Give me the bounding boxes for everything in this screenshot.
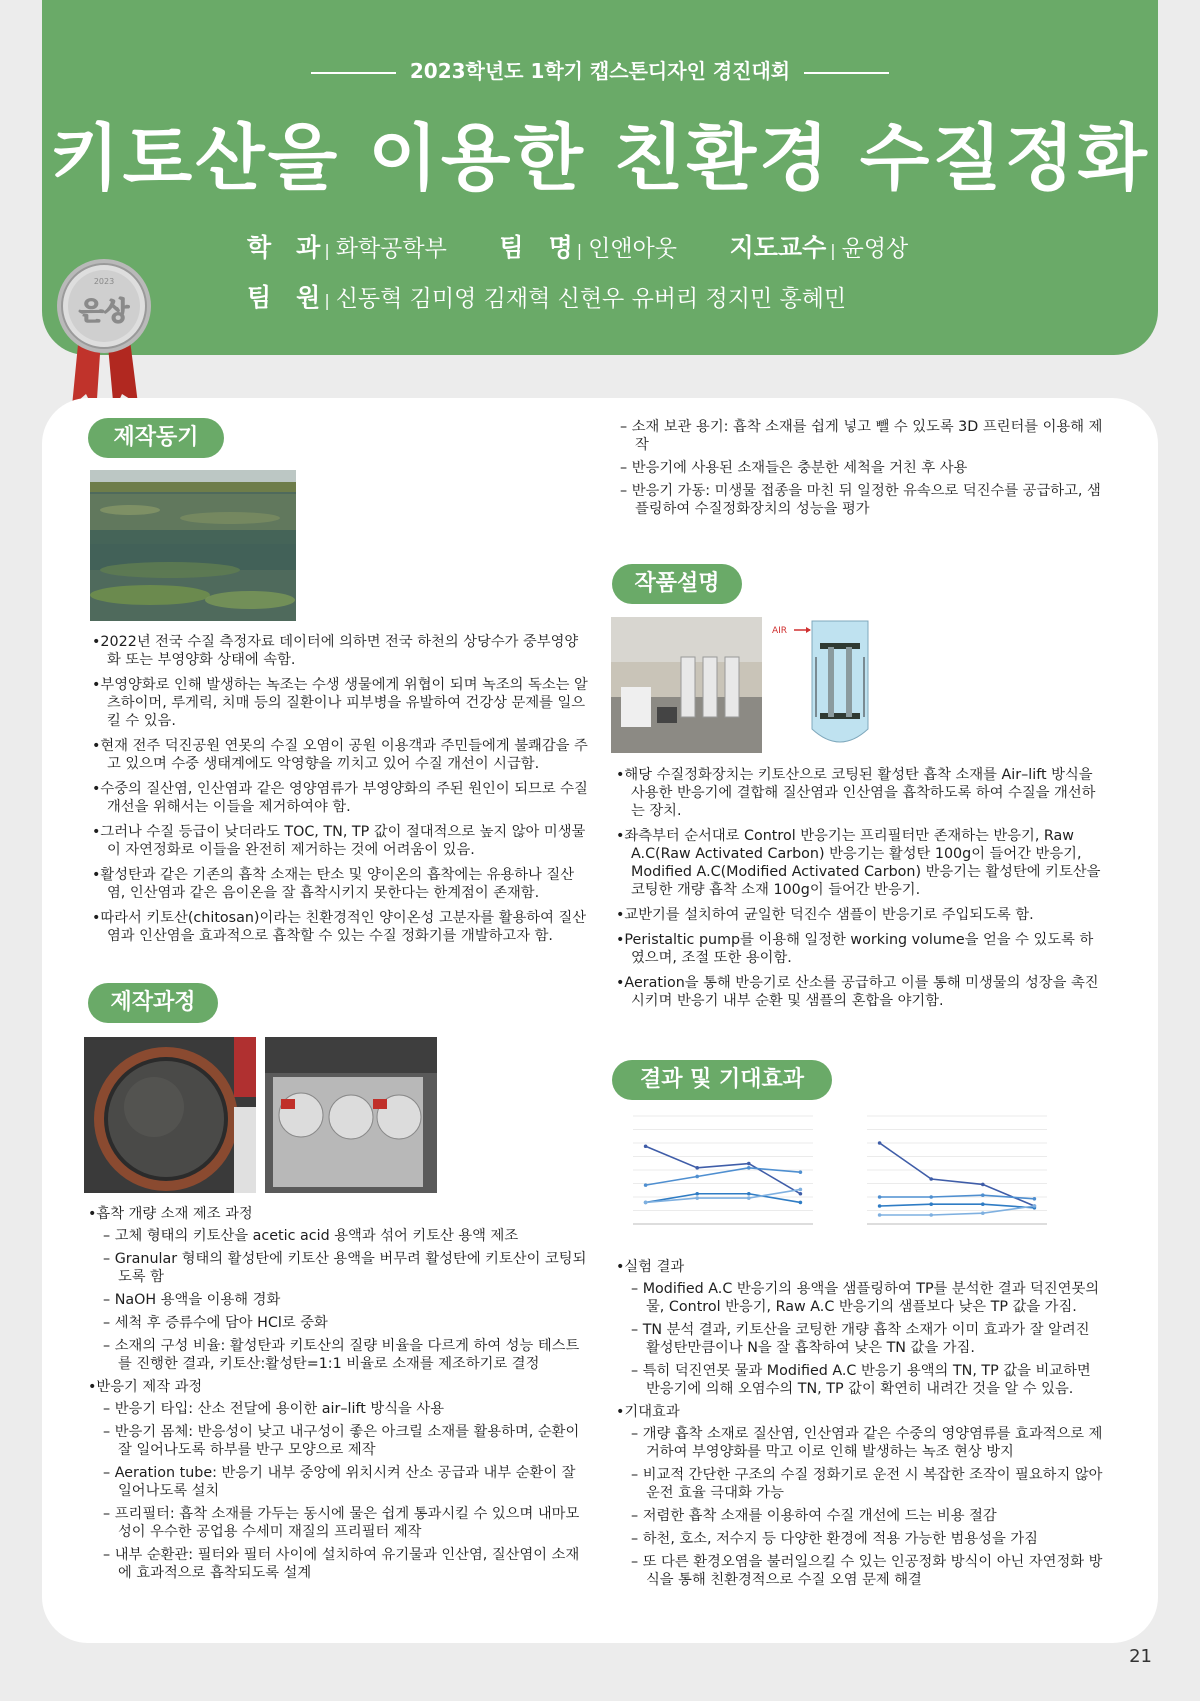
process-item: – 세척 후 증류수에 담아 HCl로 중화	[103, 1315, 328, 1331]
reactor-diagram	[770, 617, 880, 757]
section-description: 작품설명	[612, 564, 742, 604]
team-value: 인앤아웃	[588, 236, 677, 262]
data-point	[644, 1183, 648, 1187]
process-item: – 반응기 몸체: 반응성이 낮고 내구성이 좋은 아크릴 소재를 활용하며, 순환이 잘 일어나도록 하부를 반구 모양으로 제작	[103, 1424, 580, 1458]
motivation-bullet: •수중의 질산염, 인산염과 같은 영양염류가 부영양화의 주된 원인이 되므로 수질 개선을 위해서는 이들을 제거하여야 함.	[92, 781, 588, 815]
process-item: – 반응기 타입: 산소 전달에 용이한 air–lift 방식을 사용	[103, 1401, 445, 1417]
data-point	[747, 1166, 751, 1170]
data-point	[981, 1202, 985, 1206]
section-process: 제작과정	[88, 983, 218, 1023]
award-medal-icon	[56, 244, 152, 424]
motivation-bullet: •그러나 수질 등급이 낮더라도 TOC, TN, TP 값이 절대적으로 높지 않아 미생물이 자연정화로 이들을 완전히 제거하는 것에 어려움이 있음.	[92, 824, 586, 858]
motivation-text	[92, 633, 588, 952]
material-photo	[84, 1037, 256, 1193]
data-point	[799, 1170, 803, 1174]
data-point	[1033, 1204, 1037, 1208]
info-row-2: 팀 원 | 신동혁 김미영 김재혁 신현우 유버리 정지민 홍혜민	[247, 283, 847, 312]
dept-value: 화학공학부	[335, 236, 447, 262]
description-bullet: •교반기를 설치하여 균일한 덕진수 샘플이 반응기로 주입되도록 함.	[616, 907, 1034, 923]
motivation-bullet: •2022년 전국 수질 측정자료 데이터에 의하면 전국 하천의 상당수가 중부영양화 또는 부영양화 상태에 속함.	[92, 634, 579, 668]
results-item: – 특히 덕진연못 물과 Modified A.C 반응기 용액의 TN, TP 값을 비교하면 반응기에 의해 오염수의 TN, TP 값이 확연히 내려간 것을 알 수 있음.	[631, 1363, 1091, 1397]
process-item: – Aeration tube: 반응기 내부 중앙에 위치시켜 산소 공급과 내부 순환이 잘 일어나도록 설치	[103, 1465, 576, 1499]
data-point	[695, 1166, 699, 1170]
tp-line-chart	[611, 1108, 821, 1246]
process-item: – Granular 형태의 활성탄에 키토산 용액을 버무려 활성탄에 키토산이 코팅되도록 함	[103, 1251, 587, 1285]
data-point	[799, 1188, 803, 1192]
data-point	[878, 1141, 882, 1145]
lab-setup-photo	[611, 617, 762, 753]
motivation-bullet: •부영양화로 인해 발생하는 녹조는 수생 생물에게 위협이 되며 녹조의 독소는 알츠하이머, 루게릭, 치매 등의 질환이나 피부병을 유발하여 건강상 문제를 일으킬 수 있음.	[92, 677, 588, 729]
tn-line-chart	[845, 1108, 1055, 1246]
description-text	[616, 766, 1106, 1017]
data-point	[644, 1201, 648, 1205]
results-item: – 개량 흡착 소재로 질산염, 인산염과 같은 수중의 영양염류를 효과적으로 제거하여 부영양화를 막고 이로 인해 발생하는 녹조 현상 방지	[631, 1426, 1103, 1460]
data-point	[747, 1196, 751, 1200]
data-point	[644, 1144, 648, 1148]
data-point	[981, 1211, 985, 1215]
results-heading: •실험 결과	[616, 1259, 685, 1275]
data-point	[878, 1195, 882, 1199]
motivation-bullet: •따라서 키토산(chitosan)이라는 친환경적인 양이온성 고분자를 활용하여 질산염과 인산염을 효과적으로 흡착할 수 있는 수질 정화기를 개발하고자 함.	[92, 910, 587, 944]
description-bullet: •해당 수질정화장치는 키토산으로 코팅된 활성탄 흡착 소재를 Air–lift 방식을 사용한 반응기에 결합해 질산염과 인산염을 흡착하도록 하여 수질을 개선하는 장치.	[616, 767, 1096, 819]
medal-year: 2023	[93, 277, 115, 286]
prof-value: 윤영상	[841, 236, 909, 262]
pond-photo	[90, 470, 296, 621]
air-label: AIR	[772, 626, 788, 636]
info-row-1: 학 과 | 화학공학부 팀 명 | 인앤아웃 지도교수 | 윤영상	[247, 233, 909, 262]
medal-label: 은상	[78, 297, 130, 327]
process-heading: •반응기 제작 과정	[88, 1379, 203, 1395]
data-point	[878, 1213, 882, 1217]
dept-label: 학 과	[247, 233, 321, 262]
page-number: 21	[1129, 1646, 1152, 1667]
process-heading: •흡착 개량 소재 제조 과정	[88, 1206, 253, 1222]
results-text	[616, 1258, 1106, 1594]
motivation-bullet: •활성탄과 같은 기존의 흡착 소재는 탄소 및 양이온의 흡착에는 유용하나 질산염, 인산염과 같은 음이온을 잘 흡착시키지 못한다는 한계점이 존재함.	[92, 867, 575, 901]
data-point	[929, 1195, 933, 1199]
contest-line-left	[311, 72, 396, 74]
prof-label: 지도교수	[729, 233, 827, 262]
contest-line-right	[804, 72, 889, 74]
data-point	[1033, 1197, 1037, 1201]
description-bullet: •Peristaltic pump를 이용해 일정한 working volume을 얻을 수 있도록 하였으며, 조절 또한 용이함.	[616, 932, 1094, 966]
results-item: – 저렴한 흡착 소재를 이용하여 수질 개선에 드는 비용 절감	[631, 1508, 997, 1524]
process-item: – 반응기에 사용된 소재들은 충분한 세척을 거친 후 사용	[620, 460, 968, 476]
data-point	[747, 1162, 751, 1166]
data-point	[929, 1177, 933, 1181]
data-point	[695, 1196, 699, 1200]
header-banner	[42, 0, 1158, 355]
data-point	[695, 1192, 699, 1196]
data-point	[878, 1204, 882, 1208]
chart-background	[845, 1108, 1055, 1246]
motivation-bullet: •현재 전주 덕진공원 연못의 수질 오염이 공원 이용객과 주민들에게 불쾌감을 주고 있으며 수중 생태계에도 악영향을 끼치고 있어 수질 개선이 시급함.	[92, 738, 588, 772]
process-text	[88, 1205, 588, 1587]
data-point	[799, 1201, 803, 1205]
data-point	[981, 1183, 985, 1187]
page-title: 키토산을 이용한 친환경 수질정화	[50, 116, 1150, 200]
contest-text: 2023학년도 1학기 캡스톤디자인 경진대회	[409, 59, 791, 83]
data-point	[695, 1175, 699, 1179]
process-item: – NaOH 용액을 이용해 경화	[103, 1292, 281, 1308]
reactor-build-photo	[265, 1037, 437, 1193]
section-results: 결과 및 기대효과	[612, 1060, 832, 1100]
results-item: – TN 분석 결과, 키토산을 코팅한 개량 흡착 소재가 이미 효과가 잘 알려진 활성탄만큼이나 N을 잘 흡착하여 낮은 TN 값을 가짐.	[631, 1322, 1090, 1356]
process-item: – 고체 형태의 키토산을 acetic acid 용액과 섞어 키토산 용액 제조	[103, 1228, 519, 1244]
process-item: – 소재 보관 용기: 흡착 소재를 쉽게 넣고 뺄 수 있도록 3D 프린터를 이용해 제작	[620, 419, 1103, 453]
section-motivation: 제작동기	[88, 418, 224, 458]
members-label: 팀 원	[247, 283, 321, 312]
members-value: 신동혁 김미영 김재혁 신현우 유버리 정지민 홍혜민	[335, 286, 847, 312]
process-item: – 반응기 가동: 미생물 접종을 마친 뒤 일정한 유속으로 덕진수를 공급하고, 샘플링하여 수질정화장치의 성능을 평가	[620, 483, 1101, 517]
data-point	[929, 1213, 933, 1217]
chart-background	[611, 1108, 821, 1246]
data-point	[981, 1193, 985, 1197]
process-item: – 프리필터: 흡착 소재를 가두는 동시에 물은 쉽게 통과시킬 수 있으며 내마모성이 우수한 공업용 수세미 재질의 프리필터 제작	[103, 1506, 580, 1540]
results-item: – 비교적 간단한 구조의 수질 정화기로 운전 시 복잡한 조작이 필요하지 않아 운전 효율 극대화 가능	[631, 1467, 1103, 1501]
results-item: – 또 다른 환경오염을 불러일으킬 수 있는 인공정화 방식이 아닌 자연정화 방식을 통해 친환경적으로 수질 오염 문제 해결	[631, 1554, 1103, 1588]
right-top-text	[605, 418, 1107, 523]
results-item: – Modified A.C 반응기의 용액을 샘플링하여 TP를 분석한 결과 덕진연못의 물, Control 반응기, Raw A.C 반응기의 샘플보다 낮은 TP 값을 가짐.	[631, 1281, 1100, 1315]
results-heading: •기대효과	[616, 1404, 680, 1420]
process-item: – 내부 순환관: 필터와 필터 사이에 설치하여 유기물과 인산염, 질산염이 소재에 효과적으로 흡착되도록 설계	[103, 1547, 580, 1581]
data-point	[747, 1192, 751, 1196]
contest-title	[42, 55, 1158, 84]
data-point	[929, 1202, 933, 1206]
team-label: 팀 명	[499, 233, 573, 262]
data-point	[799, 1192, 803, 1196]
description-bullet: •좌측부터 순서대로 Control 반응기는 프리필터만 존재하는 반응기, Raw A.C(Raw Activated Carbon) 반응기는 활성탄 100g이 들어간 반응기, Modified A.C(Modified Activated Carbon) 반응기는 활성탄에 키토산을 코팅한 개량 흡착 소재 100g이 들어간 반응기.	[616, 828, 1101, 898]
results-item: – 하천, 호소, 저수지 등 다양한 환경에 적용 가능한 범용성을 가짐	[631, 1531, 1038, 1547]
description-bullet: •Aeration을 통해 반응기로 산소를 공급하고 이를 통해 미생물의 성장을 촉진시키며 반응기 내부 순환 및 샘플의 혼합을 야기함.	[616, 975, 1099, 1009]
process-item: – 소재의 구성 비율: 활성탄과 키토산의 질량 비율을 다르게 하여 성능 테스트를 진행한 결과, 키토산:활성탄=1:1 비율로 소재를 제조하기로 결정	[103, 1338, 580, 1372]
